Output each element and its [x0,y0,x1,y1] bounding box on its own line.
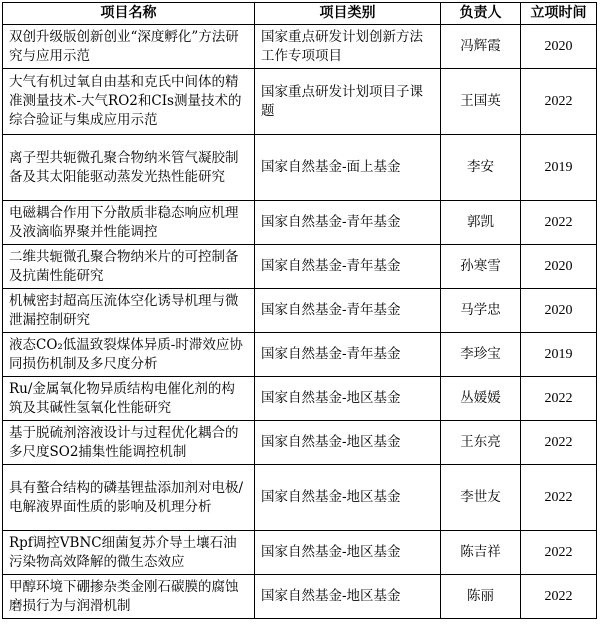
table-row [3,69,597,135]
start-year-cell: 2022 [521,531,597,575]
project-category-cell: 国家自然基金-地区基金 [255,575,441,619]
owner-cell: 马学忠 [441,289,521,333]
start-year-cell: 2022 [521,465,597,531]
owner-cell: 李安 [441,135,521,201]
start-year-cell: 2022 [521,201,597,245]
table-row [3,421,597,465]
project-category-cell: 国家自然基金-地区基金 [255,465,441,531]
header-project-category: 项目类别 [255,3,441,25]
project-category-cell: 国家重点研发计划创新方法工作专项项目 [255,25,441,69]
table-row [3,377,597,421]
project-category-cell: 国家自然基金-青年基金 [255,289,441,333]
project-name-cell: 双创升级版创新创业“深度孵化”方法研究与应用示范 [3,25,255,69]
table-row [3,135,597,201]
project-name-cell: 基于脱硫剂溶液设计与过程优化耦合的多尺度SO2捕集性能调控机制 [3,421,255,465]
owner-cell: 李珍宝 [441,333,521,377]
project-name-cell: 电磁耦合作用下分散质非稳态响应机理及液滴临界聚并性能调控 [3,201,255,245]
start-year-cell: 2022 [521,69,597,135]
table-row [3,333,597,377]
table-row [3,245,597,289]
header-project-name: 项目名称 [3,3,255,25]
project-category-cell: 国家自然基金-青年基金 [255,245,441,289]
project-category-cell: 国家自然基金-地区基金 [255,531,441,575]
table-row [3,465,597,531]
table-row [3,531,597,575]
owner-cell: 王国英 [441,69,521,135]
owner-cell: 孙寒雪 [441,245,521,289]
project-category-cell: 国家自然基金-青年基金 [255,333,441,377]
header-row [3,3,597,25]
project-name-cell: 甲醇环境下硼掺杂类金刚石碳膜的腐蚀磨损行为与润滑机制 [3,575,255,619]
project-table [2,2,597,619]
start-year-cell: 2020 [521,25,597,69]
header-start-year: 立项时间 [521,3,597,25]
table-row [3,201,597,245]
header-owner: 负责人 [441,3,521,25]
owner-cell: 陈丽 [441,575,521,619]
table-row [3,575,597,619]
project-name-cell: 具有螯合结构的磷基锂盐添加剂对电极/电解液界面性质的影响及机理分析 [3,465,255,531]
project-name-cell: 机械密封超高压流体空化诱导机理与微泄漏控制研究 [3,289,255,333]
project-name-cell: 离子型共轭微孔聚合物纳米管气凝胶制备及其太阳能驱动蒸发光热性能研究 [3,135,255,201]
owner-cell: 王东亮 [441,421,521,465]
project-category-cell: 国家自然基金-地区基金 [255,421,441,465]
project-category-cell: 国家自然基金-地区基金 [255,377,441,421]
owner-cell: 李世友 [441,465,521,531]
start-year-cell: 2020 [521,289,597,333]
owner-cell: 冯辉霞 [441,25,521,69]
project-name-cell: 大气有机过氧自由基和克氏中间体的精准测量技术-大气RO2和CIs测量技术的综合验证与集成应用示范 [3,69,255,135]
start-year-cell: 2019 [521,333,597,377]
start-year-cell: 2022 [521,575,597,619]
project-name-cell: Rpf调控VBNC细菌复苏介导土壤石油污染物高效降解的微生态效应 [3,531,255,575]
project-name-cell: Ru/金属氧化物异质结构电催化剂的构筑及其碱性氢氧化性能研究 [3,377,255,421]
project-name-cell: 二维共轭微孔聚合物纳米片的可控制备及抗菌性能研究 [3,245,255,289]
start-year-cell: 2022 [521,377,597,421]
project-category-cell: 国家自然基金-面上基金 [255,135,441,201]
table-row [3,289,597,333]
owner-cell: 陈吉祥 [441,531,521,575]
project-category-cell: 国家重点研发计划项目子课题 [255,69,441,135]
project-category-cell: 国家自然基金-青年基金 [255,201,441,245]
start-year-cell: 2022 [521,421,597,465]
project-name-cell: 液态CO₂低温致裂煤体异质-时滞效应协同损伤机制及多尺度分析 [3,333,255,377]
start-year-cell: 2020 [521,245,597,289]
owner-cell: 丛媛媛 [441,377,521,421]
table-body [3,25,597,619]
table-row [3,25,597,69]
owner-cell: 郭凯 [441,201,521,245]
start-year-cell: 2019 [521,135,597,201]
